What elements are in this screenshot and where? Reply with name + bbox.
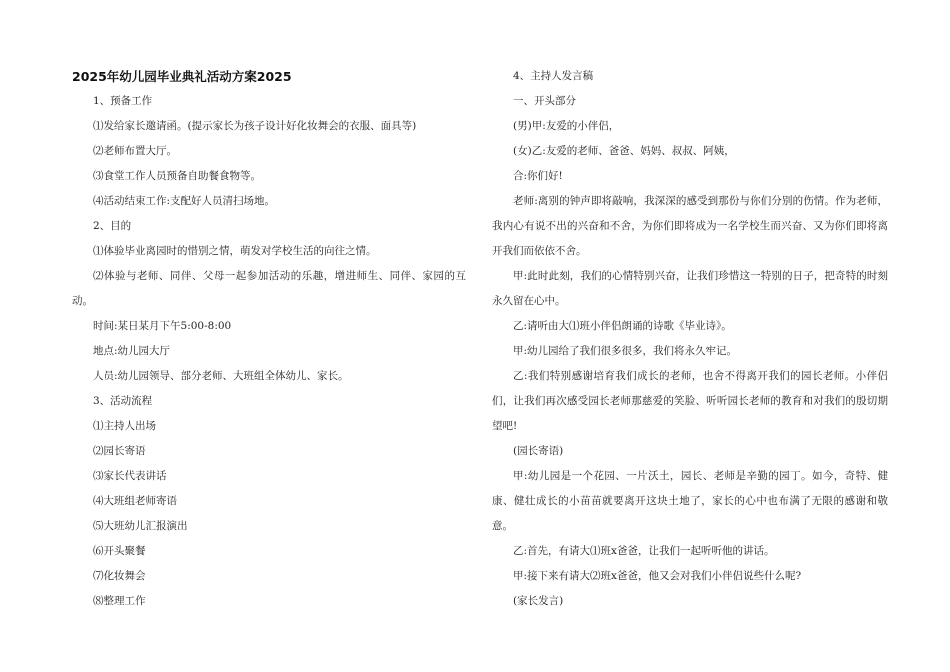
script-line: (男)甲:友爱的小伴侣， bbox=[513, 120, 620, 132]
script-line: 乙:请听由大⑴班小伴侣朗诵的诗歌《毕业诗》。 bbox=[513, 320, 732, 332]
subsection-heading-opening: 一、开头部分 bbox=[513, 95, 576, 107]
right-column bbox=[492, 64, 888, 614]
list-item: ⑶家长代表讲话 bbox=[93, 470, 167, 482]
list-item: ⑻整理工作 bbox=[93, 595, 146, 607]
script-line: 甲:幼儿园给了我们很多很多，我们将永久牢记。 bbox=[513, 345, 738, 357]
list-item: ⑷大班组老师寄语 bbox=[93, 495, 177, 507]
section-heading-goal: 2、目的 bbox=[93, 220, 132, 232]
section-heading-prep: 1、预备工作 bbox=[93, 95, 153, 107]
list-item: ⑴发给家长邀请函。(提示家长为孩子设计好化妆舞会的衣服、面具等) bbox=[93, 120, 417, 132]
list-item: ⑷活动结束工作:支配好人员清扫场地。 bbox=[93, 195, 276, 207]
list-item: ⑺化妆舞会 bbox=[93, 570, 146, 582]
list-item: ⑴主持人出场 bbox=[93, 420, 156, 432]
script-line: 乙:我们特别感谢培育我们成长的老师，也舍不得离开我们的园长老师。小伴侣们，让我们再次感受园长老师那慈爱的笑脸、听听园长老师的教育和对我们的殷切期望吧! bbox=[492, 370, 888, 432]
stage-direction: (园长寄语) bbox=[513, 445, 564, 457]
script-line: 甲:幼儿园是一个花园、一片沃土，园长、老师是辛勤的园丁。如今，奇特、健康、健壮成长的小苗苗就要离开这块土地了，家长的心中也布满了无限的感谢和敬意。 bbox=[492, 470, 888, 532]
script-line: 甲:此时此刻，我们的心情特别兴奋，让我们珍惜这一特别的日子，把奇特的时刻永久留在心中。 bbox=[492, 270, 888, 307]
document-title: 2025年幼儿园毕业典礼活动方案2025 bbox=[72, 69, 292, 84]
list-item: ⑹开头聚餐 bbox=[93, 545, 146, 557]
script-line: (女)乙:友爱的老师、爸爸、妈妈、叔叔、阿姨， bbox=[513, 145, 735, 157]
list-item: ⑵园长寄语 bbox=[93, 445, 146, 457]
left-column bbox=[72, 64, 466, 614]
event-time: 时间:某日某月下午5:00-8:00 bbox=[93, 320, 232, 332]
list-item: ⑴体验毕业离园时的惜别之情，萌发对学校生活的向往之情。 bbox=[93, 245, 377, 257]
section-heading-host-speech: 4、主持人发言稿 bbox=[513, 70, 594, 82]
event-location: 地点:幼儿园大厅 bbox=[93, 345, 171, 357]
event-participants: 人员:幼儿园领导、部分老师、大班组全体幼儿、家长。 bbox=[93, 370, 349, 382]
list-item: ⑵老师布置大厅。 bbox=[93, 145, 177, 157]
list-item: ⑸大班幼儿汇报演出 bbox=[93, 520, 188, 532]
script-line: 甲:接下来有请大⑵班x爸爸，他又会对我们小伴侣说些什么呢? bbox=[513, 570, 802, 582]
list-item: ⑶食堂工作人员预备自助餐食物等。 bbox=[93, 170, 261, 182]
list-item: ⑵体验与老师、同伴、父母一起参加活动的乐趣，增进师生、同伴、家园的互动。 bbox=[72, 270, 466, 307]
section-heading-flow: 3、活动流程 bbox=[93, 395, 153, 407]
script-line: 合:你们好! bbox=[513, 170, 563, 182]
script-line: 乙:首先，有请大⑴班x爸爸，让我们一起听听他的讲话。 bbox=[513, 545, 775, 557]
stage-direction: (家长发言) bbox=[513, 595, 564, 607]
script-line: 老师:离别的钟声即将敲响，我深深的感受到那份与你们分别的伤情。作为老师，我内心有说不出的兴奋和不舍，为你们即将成为一名学校生而兴奋、又为你们即将离开我们而依依不舍。 bbox=[492, 195, 888, 257]
